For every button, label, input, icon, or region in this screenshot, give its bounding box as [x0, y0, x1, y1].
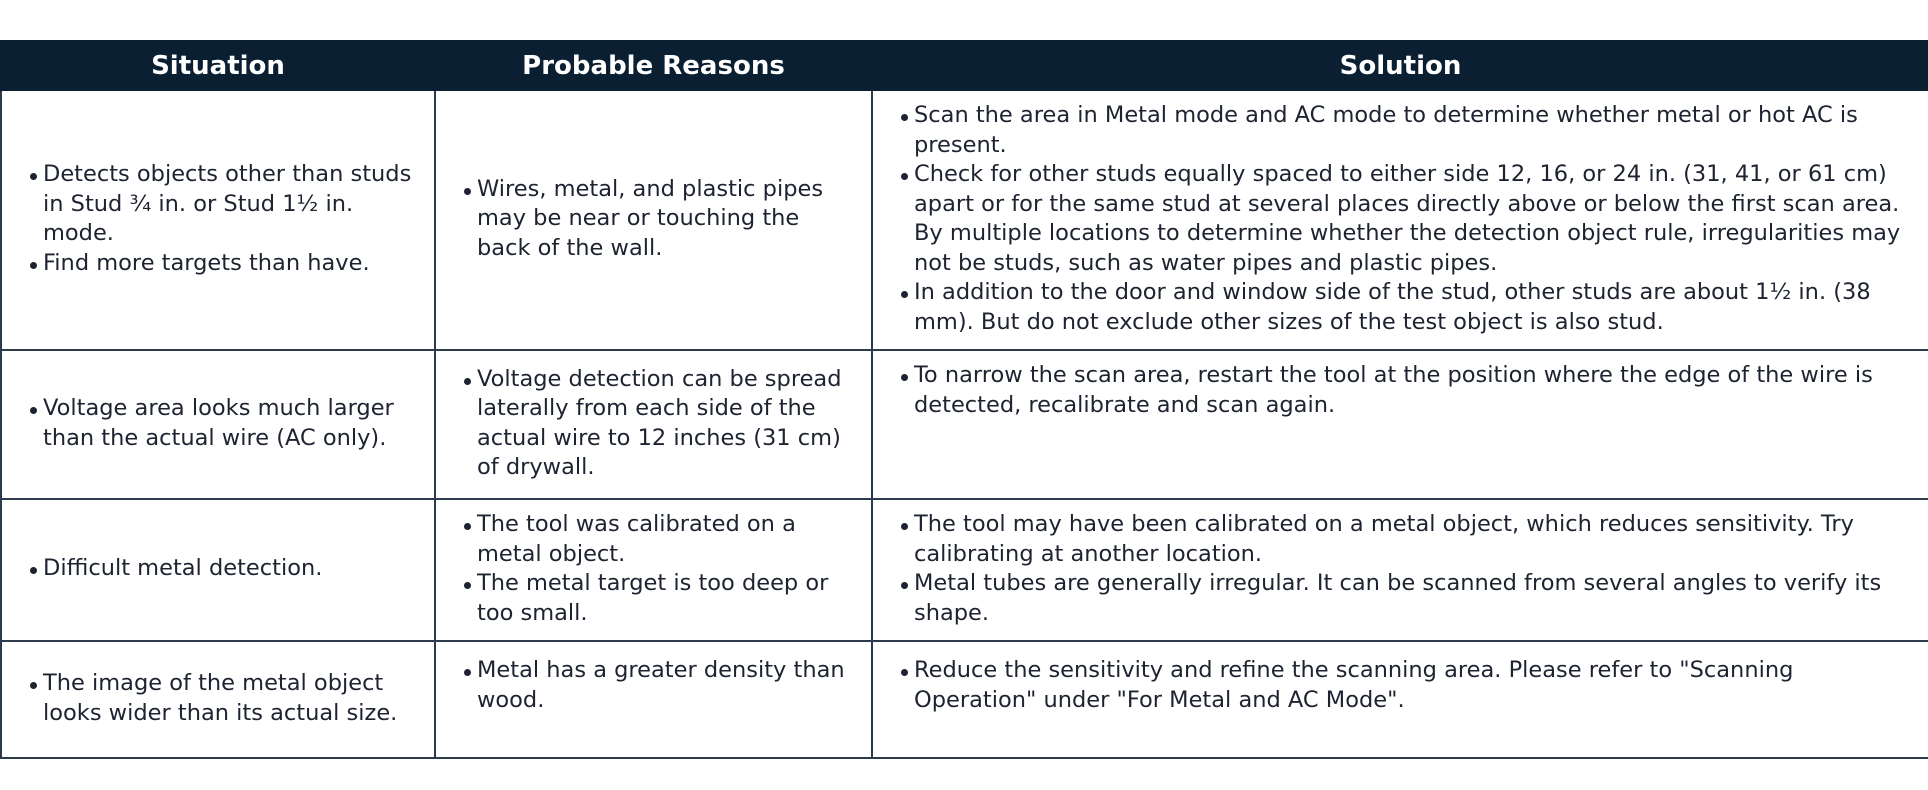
bullet-item: The tool may have been calibrated on a metal object, which reduces sensitivity. Try calibrating at another location. [901, 510, 1910, 569]
reasons-list [464, 656, 855, 715]
table-header [1, 41, 1928, 90]
reasons-cell [435, 350, 872, 499]
bullet-item: Wires, metal, and plastic pipes may be near or touching the back of the wall. [464, 175, 855, 264]
header-situation: Situation [1, 41, 435, 90]
table-row [1, 499, 1928, 641]
header-row [1, 41, 1928, 90]
situation-cell [1, 350, 435, 499]
solution-list [901, 510, 1910, 628]
bullet-item: Difficult metal detection. [30, 554, 418, 584]
table-body [1, 90, 1928, 758]
solution-cell [872, 641, 1928, 758]
situation-cell [1, 499, 435, 641]
bullet-item: Reduce the sensitivity and refine the scanning area. Please refer to "Scanning Operation" under "For Metal and AC Mode". [901, 656, 1910, 715]
bullet-item: Metal has a greater density than wood. [464, 656, 855, 715]
reasons-list [464, 510, 855, 628]
table-row [1, 350, 1928, 499]
situation-list [30, 394, 418, 453]
bullet-item: Metal tubes are generally irregular. It can be scanned from several angles to verify its shape. [901, 569, 1910, 628]
bullet-item: The tool was calibrated on a metal object. [464, 510, 855, 569]
bullet-item: Voltage area looks much larger than the actual wire (AC only). [30, 394, 418, 453]
bullet-item: Scan the area in Metal mode and AC mode to determine whether metal or hot AC is present. [901, 101, 1910, 160]
header-solution: Solution [872, 41, 1928, 90]
situation-list [30, 554, 418, 584]
bullet-item: Voltage detection can be spread laterally from each side of the actual wire to 12 inches (31 cm) of drywall. [464, 365, 855, 483]
reasons-cell [435, 90, 872, 350]
table-row [1, 641, 1928, 758]
table-row [1, 90, 1928, 350]
solution-list [901, 656, 1910, 715]
solution-cell [872, 350, 1928, 499]
reasons-cell [435, 499, 872, 641]
solution-list [901, 101, 1910, 337]
bullet-item: To narrow the scan area, restart the tool at the position where the edge of the wire is detected, recalibrate and scan again. [901, 361, 1910, 420]
reasons-list [464, 175, 855, 264]
reasons-cell [435, 641, 872, 758]
header-probable-reasons: Probable Reasons [435, 41, 872, 90]
situation-list [30, 160, 418, 278]
bullet-item: Check for other studs equally spaced to either side 12, 16, or 24 in. (31, 41, or 61 cm) apart or for the same stud at several places directly above or below the first scan area. By multiple locations to determine whether the detection object rule, irregularities may not be studs, such as water pipes and plastic pipes. [901, 160, 1910, 278]
solution-cell [872, 499, 1928, 641]
situation-cell [1, 641, 435, 758]
solution-cell [872, 90, 1928, 350]
situation-list [30, 669, 418, 728]
bullet-item: Find more targets than have. [30, 249, 418, 279]
bullet-item: The image of the metal object looks wider than its actual size. [30, 669, 418, 728]
solution-list [901, 361, 1910, 420]
reasons-list [464, 365, 855, 483]
bullet-item: The metal target is too deep or too small. [464, 569, 855, 628]
troubleshooting-table [0, 40, 1928, 759]
bullet-item: In addition to the door and window side of the stud, other studs are about 1½ in. (38 mm). But do not exclude other sizes of the test object is also stud. [901, 278, 1910, 337]
situation-cell [1, 90, 435, 350]
bullet-item: Detects objects other than studs in Stud ¾ in. or Stud 1½ in. mode. [30, 160, 418, 249]
